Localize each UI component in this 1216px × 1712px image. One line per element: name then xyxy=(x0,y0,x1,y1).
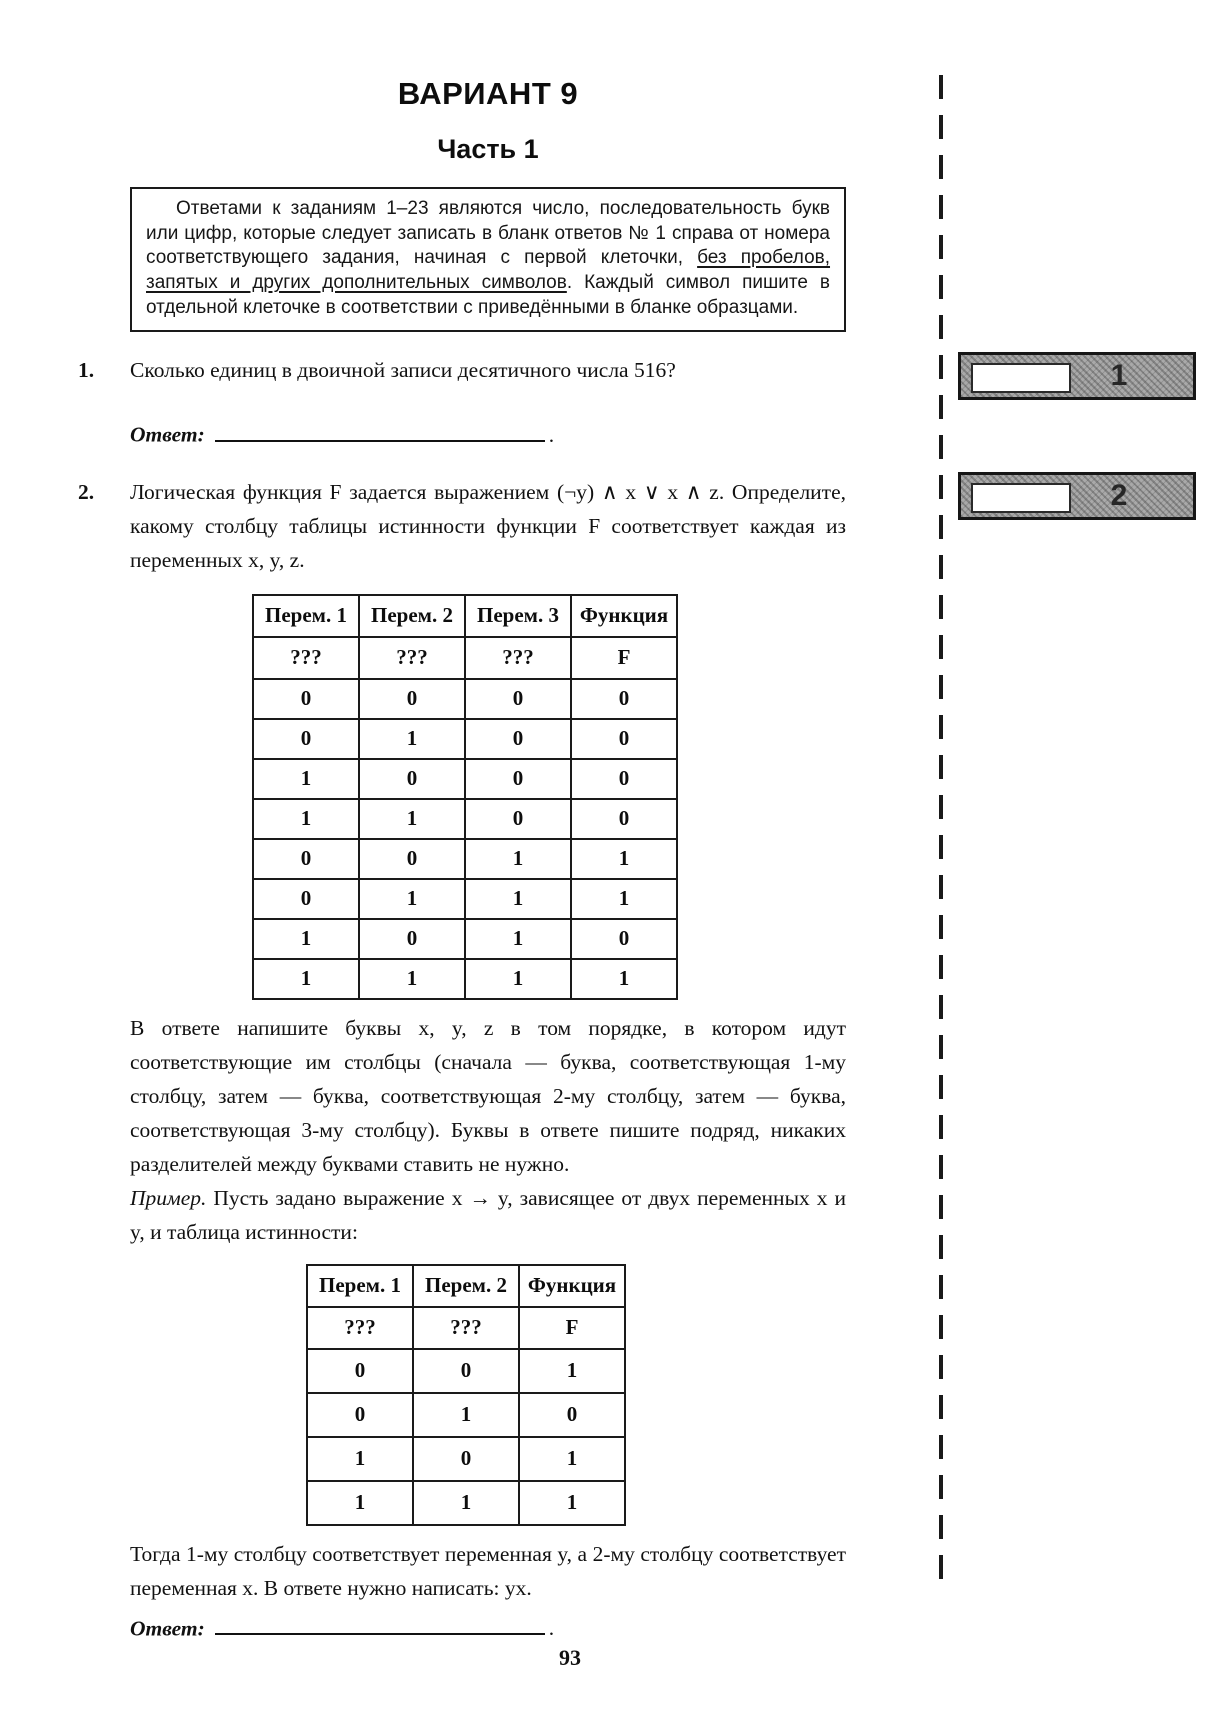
table-cell: 1 xyxy=(519,1349,625,1393)
table-cell: ??? xyxy=(253,637,359,679)
answer-blank-rule xyxy=(215,1612,545,1636)
table-cell: 0 xyxy=(571,719,677,759)
table-cell: Перем. 1 xyxy=(307,1265,413,1307)
task-2-number: 2. xyxy=(78,479,95,504)
table-cell: 1 xyxy=(359,959,465,999)
part-title: Часть 1 xyxy=(437,134,539,164)
table-cell: 1 xyxy=(571,839,677,879)
variant-title: ВАРИАНТ 9 xyxy=(397,76,579,111)
table-row xyxy=(253,959,677,999)
answer-blank-rule xyxy=(215,418,545,442)
answer-suffix: . xyxy=(548,1616,555,1641)
table-cell: 0 xyxy=(253,879,359,919)
table-cell: Перем. 2 xyxy=(413,1265,519,1307)
task-2-explanation: В ответе напишите буквы x, y, z в том порядке, в котором идут соответствующие им столбцы (сначала — буква, соответствующая 1-му столбцу, затем — буква, соответствующая 2-му столбцу, затем — буква, соответствующая 3-му столбцу). Буквы в ответе пишите подряд, никаких разделителей между буквами ставить не нужно. xyxy=(130,1015,846,1176)
table-cell: Функция xyxy=(571,595,677,637)
table-cell: ??? xyxy=(359,637,465,679)
table-cell: 1 xyxy=(253,919,359,959)
table-cell: 0 xyxy=(253,719,359,759)
task-2 xyxy=(78,476,846,578)
table-cell: 1 xyxy=(465,959,571,999)
truth-table-example xyxy=(306,1264,626,1526)
table-cell: 0 xyxy=(465,679,571,719)
table-cell: 1 xyxy=(571,879,677,919)
table-cell: 0 xyxy=(359,839,465,879)
table-cell: ??? xyxy=(465,637,571,679)
margin-answer-strip-1 xyxy=(958,352,1196,400)
table-cell: 1 xyxy=(359,799,465,839)
table-cell: Перем. 2 xyxy=(359,595,465,637)
table-cell: F xyxy=(571,637,677,679)
table-cell: 1 xyxy=(359,719,465,759)
table-cell: 1 xyxy=(465,919,571,959)
table-cell: 1 xyxy=(519,1481,625,1525)
table-cell: 0 xyxy=(413,1437,519,1481)
table-cell: 0 xyxy=(519,1393,625,1437)
example-text: Пусть задано выражение x → y, зависящее от двух переменных x и y, и таблица истинности: xyxy=(130,1185,846,1244)
table-cell: 1 xyxy=(359,879,465,919)
table-cell: Перем. 1 xyxy=(253,595,359,637)
table-cell: 1 xyxy=(413,1481,519,1525)
task-2-conclusion: Тогда 1-му столбцу соответствует переменная y, а 2-му столбцу соответствует переменная x. В ответе нужно написать: yx. xyxy=(130,1541,846,1600)
table-row xyxy=(253,759,677,799)
truth-table-main xyxy=(252,594,678,1000)
table-cell: 0 xyxy=(465,719,571,759)
table-cell: 0 xyxy=(571,679,677,719)
table-cell: 0 xyxy=(571,759,677,799)
table-row xyxy=(307,1481,625,1525)
table-subheader-row xyxy=(253,637,677,679)
task-2-answer-line xyxy=(130,1612,846,1642)
table-cell: 1 xyxy=(413,1393,519,1437)
table-cell: F xyxy=(519,1307,625,1349)
table-cell: 0 xyxy=(359,679,465,719)
answer-label: Ответ: xyxy=(130,1616,205,1641)
table-cell: 1 xyxy=(253,759,359,799)
table-cell: Функция xyxy=(519,1265,625,1307)
table-row xyxy=(253,679,677,719)
table-cell: 1 xyxy=(465,839,571,879)
table-cell: 1 xyxy=(253,959,359,999)
table-row xyxy=(253,879,677,919)
task-2-text: Логическая функция F задается выражением (¬y) ∧ x ∨ x ∧ z. Определите, какому столбцу таблицы истинности функции F соответствует каждая из переменных x, y, z. xyxy=(130,479,846,572)
table-cell: 0 xyxy=(413,1349,519,1393)
task-1 xyxy=(78,354,846,388)
answer-label: Ответ: xyxy=(130,422,205,447)
page-content xyxy=(78,76,846,1641)
table-header-row xyxy=(253,595,677,637)
table-cell: 0 xyxy=(307,1349,413,1393)
table-row xyxy=(307,1437,625,1481)
instruction-text-underlined: без пробелов, запятых и других дополнительных символов xyxy=(146,247,831,294)
strip-task-number: 1 xyxy=(1110,359,1128,392)
table-cell: Перем. 3 xyxy=(465,595,571,637)
table-cell: 1 xyxy=(571,959,677,999)
table-header-row xyxy=(307,1265,625,1307)
example-label: Пример. xyxy=(130,1185,207,1210)
page-number: 93 xyxy=(559,1645,581,1670)
instruction-text-before: Ответами к заданиям 1–23 являются число, последовательность букв или цифр, которые следует записать в бланк ответов № 1 справа от номера соответствующего задания, начиная с первой клеточки, xyxy=(146,198,830,269)
margin-dashed-divider xyxy=(939,75,943,1585)
table-cell: 0 xyxy=(571,919,677,959)
table-row xyxy=(253,799,677,839)
table-cell: 0 xyxy=(253,839,359,879)
table-cell: 1 xyxy=(307,1481,413,1525)
table-cell: 0 xyxy=(571,799,677,839)
table-row xyxy=(253,919,677,959)
table-cell: 0 xyxy=(359,759,465,799)
table-row xyxy=(253,719,677,759)
instructions-box xyxy=(130,187,846,332)
margin-answer-strip-2 xyxy=(958,472,1196,520)
table-cell: 0 xyxy=(359,919,465,959)
answer-suffix: . xyxy=(548,422,555,447)
task-1-answer-line xyxy=(130,418,846,448)
strip-task-number: 2 xyxy=(1110,479,1128,512)
instruction-text-after: . Каждый символ пишите в отдельной клеточке в соответствии с приведёнными в бланке образцами. xyxy=(146,272,831,318)
table-cell: 1 xyxy=(465,879,571,919)
table-cell: 0 xyxy=(253,679,359,719)
table-cell: 0 xyxy=(465,799,571,839)
table-cell: 1 xyxy=(253,799,359,839)
table-cell: ??? xyxy=(307,1307,413,1349)
table-cell: 0 xyxy=(465,759,571,799)
table-cell: 0 xyxy=(307,1393,413,1437)
task-1-number: 1. xyxy=(78,358,95,383)
table-subheader-row xyxy=(307,1307,625,1349)
table-cell: ??? xyxy=(413,1307,519,1349)
answer-blank-box xyxy=(971,483,1071,513)
task-1-text: Сколько единиц в двоичной записи десятичного числа 516? xyxy=(130,358,676,383)
table-cell: 1 xyxy=(307,1437,413,1481)
table-row xyxy=(307,1349,625,1393)
answer-blank-box xyxy=(971,363,1071,393)
table-row xyxy=(307,1393,625,1437)
table-row xyxy=(253,839,677,879)
table-cell: 1 xyxy=(519,1437,625,1481)
task-2-example xyxy=(130,1182,846,1250)
